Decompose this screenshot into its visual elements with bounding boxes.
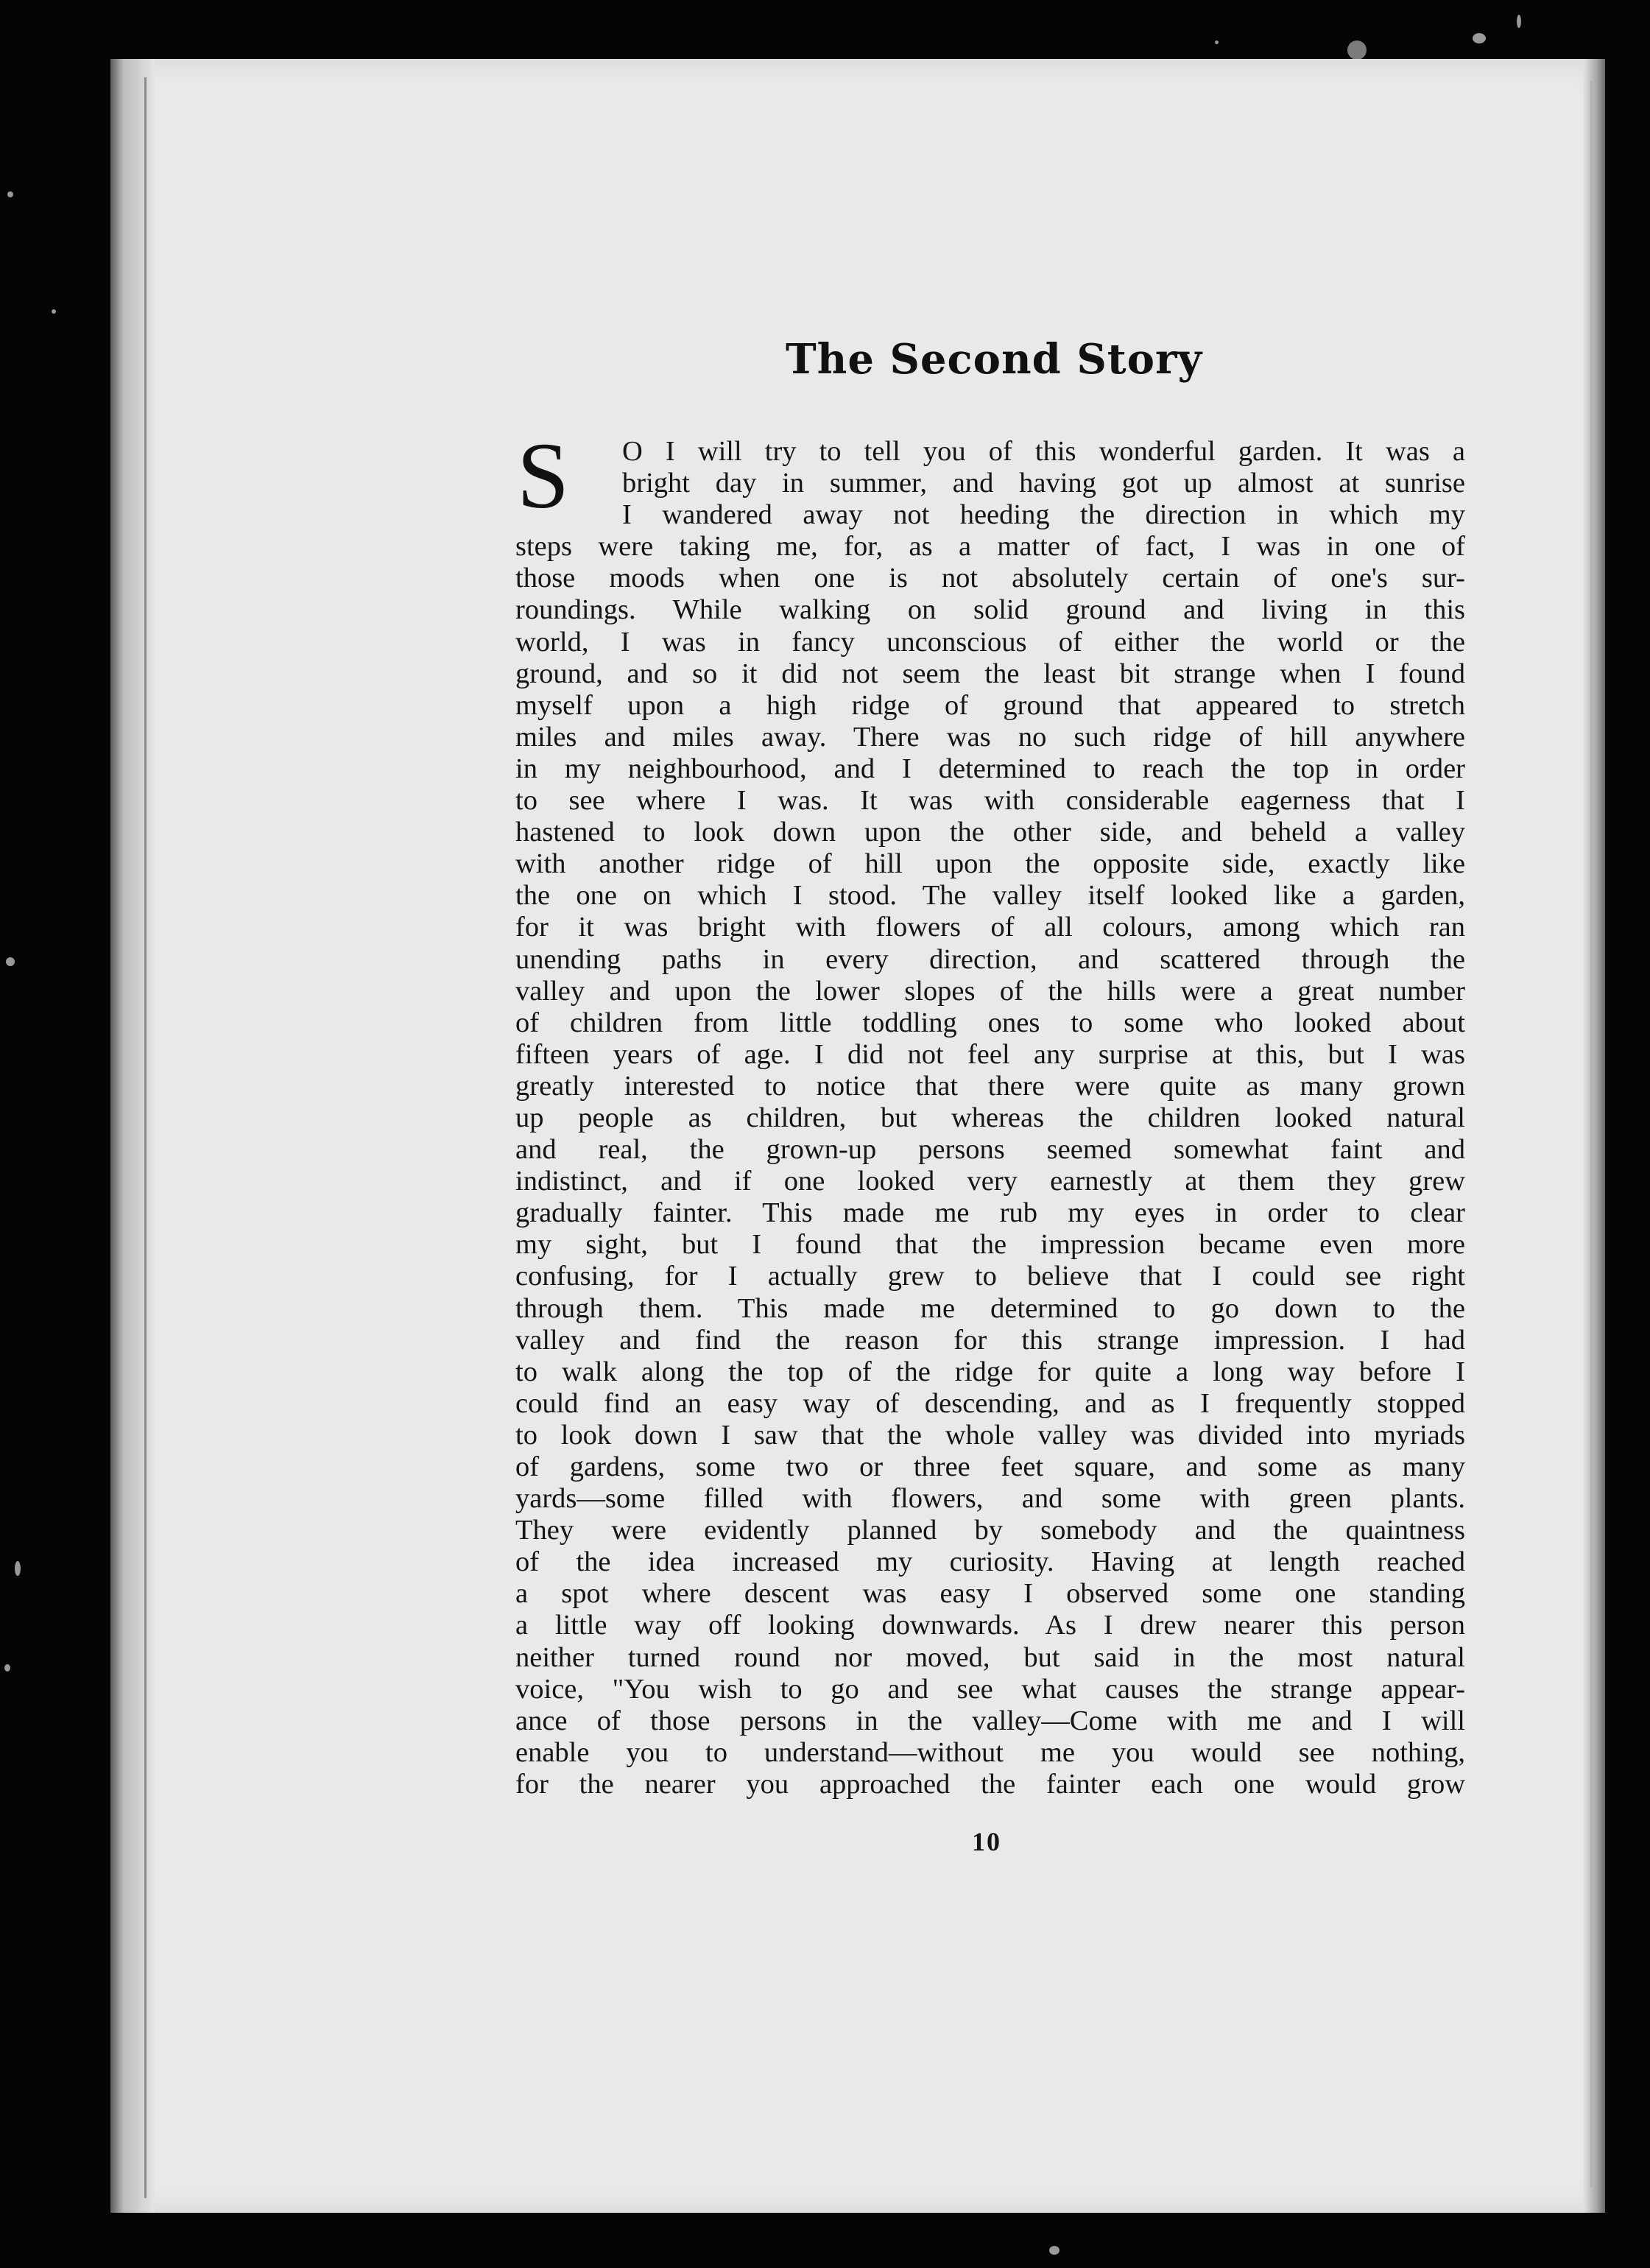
text-line: greatly interested to notice that there were quite as many grown [515,1070,1465,1102]
text-line: yards—some filled with flowers, and some with green plants. [515,1483,1465,1515]
scan-speck [52,309,56,314]
scan-speck [1049,2246,1060,2255]
scan-speck [7,191,13,197]
scan-speck [1215,40,1219,44]
text-line: to walk along the top of the ridge for quite a long way before I [515,1356,1465,1387]
text-line: of the idea increased my curiosity. Having at length reached [515,1546,1465,1578]
text-line: in my neighbourhood, and I determined to reach the top in order [515,753,1465,784]
text-line: through them. This made me determined to go down to the [515,1292,1465,1324]
scan-speck [1517,15,1521,28]
scan-speck [6,957,15,966]
text-line: to look down I saw that the whole valley was divided into myriads [515,1419,1465,1451]
text-line: voice, "You wish to go and see what causes the strange appear- [515,1673,1465,1705]
page-right-edge [1583,59,1605,2213]
page-gutter-shadow [110,59,155,2213]
text-line: I wandered away not heeding the direction in which my [622,499,1465,531]
text-line: to see where I was. It was with considerable eagerness that I [515,785,1465,817]
text-line: up people as children, but whereas the children looked natural [515,1102,1465,1133]
text-line: of children from little toddling ones to some who looked about [515,1007,1465,1038]
text-line: valley and find the reason for this strange impression. I had [515,1324,1465,1356]
page-right-line [1590,81,1593,2187]
text-line: They were evidently planned by somebody and the quaintness [515,1515,1465,1546]
text-line: ance of those persons in the valley—Come with me and I will [515,1705,1465,1736]
text-line: ground, and so it did not seem the least bit strange when I found [515,658,1465,689]
scan-speck [1473,33,1486,43]
text-line: for it was bright with flowers of all colours, among which ran [515,912,1465,943]
scan-speck [15,1561,21,1576]
text-line: myself upon a high ridge of ground that appeared to stretch [515,689,1465,721]
text-line: steps were taking me, for, as a matter of fact, I was in one of [515,531,1465,563]
text-line: fifteen years of age. I did not feel any surprise at this, but I was [515,1038,1465,1070]
text-line: O I will try to tell you of this wonderful garden. It was a [622,436,1465,467]
text-line: a little way off looking downwards. As I drew nearer this person [515,1610,1465,1641]
text-line: miles and miles away. There was no such ridge of hill anywhere [515,721,1465,753]
text-line: of gardens, some two or three feet square, and some as many [515,1451,1465,1482]
text-line: neither turned round nor moved, but said in the most natural [515,1641,1465,1673]
text-line: for the nearer you approached the fainter each one would grow [515,1768,1465,1800]
text-line: confusing, for I actually grew to believe that I could see right [515,1261,1465,1292]
text-line: a spot where descent was easy I observed some one standing [515,1578,1465,1610]
drop-cap: S [517,423,570,528]
text-line: valley and upon the lower slopes of the hills were a great number [515,975,1465,1007]
scan-speck [4,1664,10,1672]
text-line: the one on which I stood. The valley itself looked like a garden, [515,880,1465,912]
text-line: enable you to understand—without me you would see nothing, [515,1736,1465,1768]
text-line: bright day in summer, and having got up almost at sunrise [622,468,1465,499]
text-line: and real, the grown-up persons seemed somewhat faint and [515,1134,1465,1166]
page-gutter-line [144,77,147,2198]
page-number: 10 [972,1827,1001,1856]
text-line: indistinct, and if one looked very earnestly at them they grew [515,1166,1465,1197]
text-line: world, I was in fancy unconscious of either the world or the [515,626,1465,658]
scan-speck [1347,40,1367,60]
text-line: hastened to look down upon the other side, and beheld a valley [515,817,1465,848]
text-line: those moods when one is not absolutely certain of one's sur- [515,563,1465,594]
body-text [515,436,1465,1800]
chapter-heading: The Second Story [785,335,1203,384]
text-line: gradually fainter. This made me rub my eyes in order to clear [515,1197,1465,1229]
text-line: my sight, but I found that the impression became even more [515,1229,1465,1261]
text-line: roundings. While walking on solid ground and living in this [515,594,1465,626]
text-line: could find an easy way of descending, and as I frequently stopped [515,1387,1465,1419]
text-line: unending paths in every direction, and scattered through the [515,943,1465,975]
text-line: with another ridge of hill upon the opposite side, exactly like [515,848,1465,880]
